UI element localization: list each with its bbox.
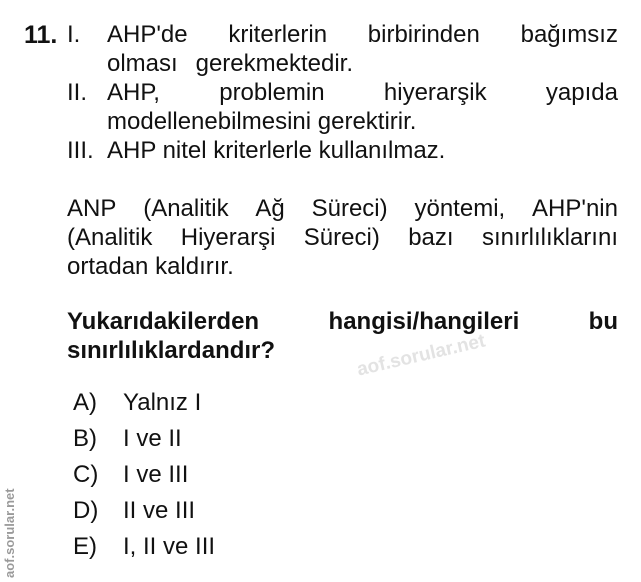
word: sınırlılıklarını xyxy=(481,224,618,251)
word: bağımsız xyxy=(520,21,618,48)
word: (Analitik xyxy=(67,224,153,251)
word: bazı xyxy=(408,224,454,251)
word: Yukarıdakilerden xyxy=(67,308,260,335)
statement-1-line-2 xyxy=(107,49,353,78)
statement-1-roman: I. xyxy=(67,21,81,48)
side-watermark: aof.sorular.net xyxy=(2,488,17,578)
word: gerekmektedir. xyxy=(195,50,353,77)
option-text: I ve II xyxy=(123,425,182,452)
word: yapıda xyxy=(545,79,618,106)
word: hiyerarşik xyxy=(383,79,487,106)
word: olması xyxy=(107,50,178,77)
paragraph-line-3: ortadan kaldırır. xyxy=(67,253,234,280)
word: kriterlerin xyxy=(228,21,328,48)
word: ANP xyxy=(67,195,117,222)
word: hangisi/hangileri xyxy=(328,308,520,335)
word: Ağ xyxy=(255,195,285,222)
watermark: aof.sorular.net xyxy=(355,330,488,381)
word: AHP'nin xyxy=(532,195,618,222)
word: AHP'de xyxy=(107,21,188,48)
option-text: I ve III xyxy=(123,461,189,488)
statement-3-roman: III. xyxy=(67,137,94,164)
option-letter: D) xyxy=(73,497,99,524)
question-prompt-line-1 xyxy=(67,307,618,336)
word: (Analitik xyxy=(143,195,229,222)
question-number: 11. xyxy=(24,21,58,49)
word: bu xyxy=(588,308,618,335)
option-letter: B) xyxy=(73,425,97,452)
word: birbirinden xyxy=(367,21,480,48)
statement-2-line-1 xyxy=(107,78,618,107)
paragraph-line-2 xyxy=(67,223,618,252)
statement-2-line-2: modellenebilmesini gerektirir. xyxy=(107,108,417,135)
paragraph-line-1 xyxy=(67,194,618,223)
option-text: I, II ve III xyxy=(123,533,216,560)
statement-3-line-1: AHP nitel kriterlerle kullanılmaz. xyxy=(107,137,446,164)
option-letter: A) xyxy=(73,389,97,416)
option-text: Yalnız I xyxy=(123,389,202,416)
word: yöntemi, xyxy=(414,195,506,222)
word: Hiyerarşi xyxy=(180,224,276,251)
option-text: II ve III xyxy=(123,497,196,524)
word: Süreci) xyxy=(303,224,380,251)
question-prompt-line-2: sınırlılıklardandır? xyxy=(67,337,276,364)
statement-2-roman: II. xyxy=(67,79,88,106)
statement-1-line-1 xyxy=(107,20,618,49)
word: Süreci) xyxy=(311,195,388,222)
option-letter: E) xyxy=(73,533,97,560)
option-letter: C) xyxy=(73,461,99,488)
word: problemin xyxy=(219,79,325,106)
word: AHP, xyxy=(107,79,160,106)
